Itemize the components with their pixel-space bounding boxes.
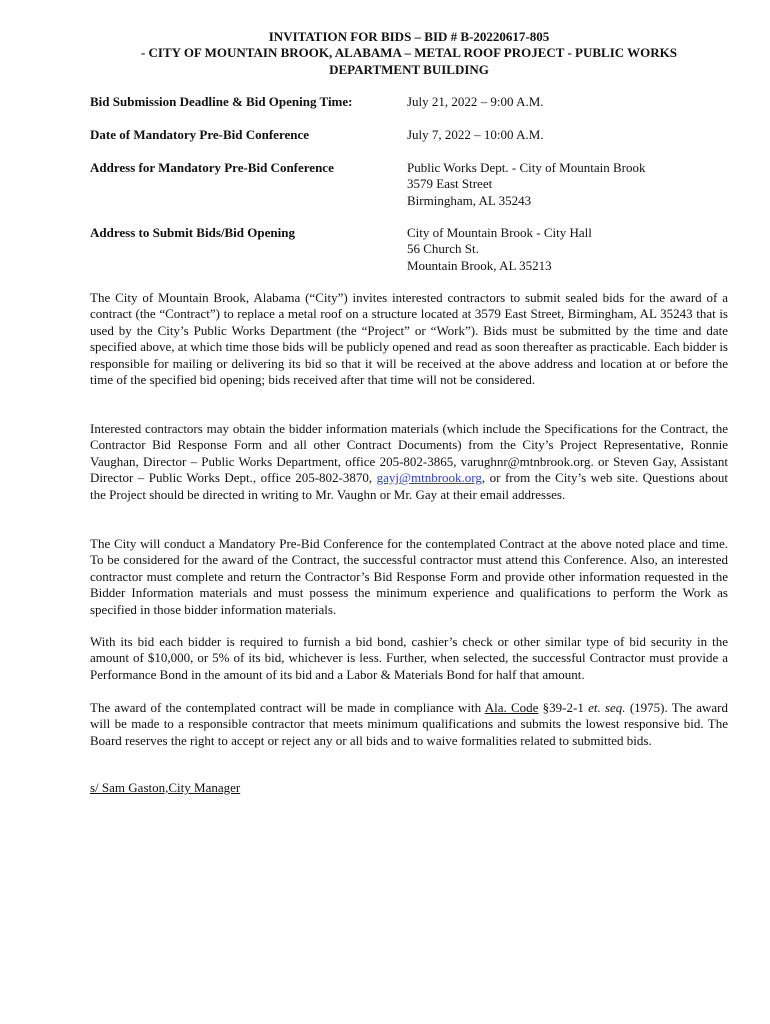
- submit-address-line: 56 Church St.: [407, 241, 479, 257]
- title-line-1: INVITATION FOR BIDS – BID # B-20220617-805: [268, 29, 550, 44]
- deadline-value: July 21, 2022 – 9:00 A.M.: [407, 94, 544, 109]
- paragraph-text: The award of the contemplated contract will be made in compliance with: [90, 700, 485, 715]
- paragraph-text: (1975). The award will be made to a responsible contractor that meets minimum qualifications and submits the lowest responsive bid. The Board reserves the right to accept or reject any or all bids and to waive formalities related to submitted bids.: [90, 700, 728, 748]
- paragraph-text: , or from the City’s web site. Questions about the Project should be directed in writing to Mr. Vaughn or Mr. Gay at their email addresses.: [90, 470, 729, 502]
- submit-address-line: Mountain Brook, AL 35213: [407, 257, 552, 273]
- prebid-date-label: Date of Mandatory Pre-Bid Conference: [90, 127, 310, 142]
- code-reference: Ala. Code: [484, 700, 539, 715]
- et-seq-text: et. seq.: [588, 700, 626, 715]
- paragraph-text: Interested contractors may obtain the bidder information materials (which include the Specifications for the Contract, the Contractor Bid Response Form and all other Contract Documents) from the City’s Project Representative, Ronnie Vaughan, Director – Public Works Department, office 205-802-3865, varughnr@mtnbrook.org. or Steven Gay, Assistant Director – Public Works Dept., office 205-802-3870,: [90, 421, 728, 486]
- document-title: [90, 29, 728, 78]
- paragraph-prebid-conference: The City will conduct a Mandatory Pre-Bid Conference for the contemplated Contract at the above noted place and time. To be considered for the award of the Contract, the successful contractor must attend this Conference. Also, an interested contractor must complete and return the Contractor’s Bid Response Form and provide other information requested in the Bidder Information materials and must possess the minimum experience and qualifications to perform the Work as specified in those bidder information materials.: [90, 536, 728, 617]
- paragraph-award: [90, 700, 728, 749]
- prebid-address-value: [407, 160, 645, 209]
- paragraph-invitation: The City of Mountain Brook, Alabama (“City”) invites interested contractors to submit sealed bids for the award of a contract (the “Contract”) to replace a metal roof on a structure located at 3579 East Street, Birmingham, AL 35243 that is used by the City’s Public Works Department (the “Project” or “Work”). Bids must be submitted by the time and date specified above, at which time those bids will be publicly opened and read as soon thereafter as practicable. Each bidder is responsible for mailing or delivering its bid so that it will be received at the above address and location at or before the time of the specified bid opening; bids received after that time will not be considered.: [90, 290, 728, 388]
- paragraph-bidder-materials: [90, 421, 728, 503]
- deadline-label: Bid Submission Deadline & Bid Opening Time:: [90, 94, 353, 109]
- signature: s/ Sam Gaston,City Manager: [90, 780, 241, 795]
- prebid-address-label: Address for Mandatory Pre-Bid Conference: [90, 160, 334, 175]
- submit-address-value: [407, 225, 592, 274]
- submit-address-line: City of Mountain Brook - City Hall: [407, 225, 592, 240]
- title-line-2: - CITY OF MOUNTAIN BROOK, ALABAMA – METAL ROOF PROJECT - PUBLIC WORKS: [140, 45, 678, 61]
- title-line-3: DEPARTMENT BUILDING: [329, 61, 489, 77]
- prebid-address-line: Public Works Dept. - City of Mountain Brook: [407, 160, 646, 175]
- email-link[interactable]: gayj@mtnbrook.org: [376, 470, 482, 486]
- submit-address-label: Address to Submit Bids/Bid Opening: [90, 225, 295, 240]
- prebid-address-line: 3579 East Street: [407, 176, 493, 192]
- prebid-address-line: Birmingham, AL 35243: [407, 192, 532, 208]
- paragraph-text: §39-2-1: [538, 700, 589, 715]
- prebid-date-value: July 7, 2022 – 10:00 A.M.: [407, 127, 544, 142]
- paragraph-bid-security: With its bid each bidder is required to furnish a bid bond, cashier’s check or other similar type of bid security in the amount of $10,000, or 5% of its bid, whichever is less. Further, when selected, the successful Contractor must provide a Performance Bond in the amount of its bid and a Labor & Materials Bond for half that amount.: [90, 634, 728, 682]
